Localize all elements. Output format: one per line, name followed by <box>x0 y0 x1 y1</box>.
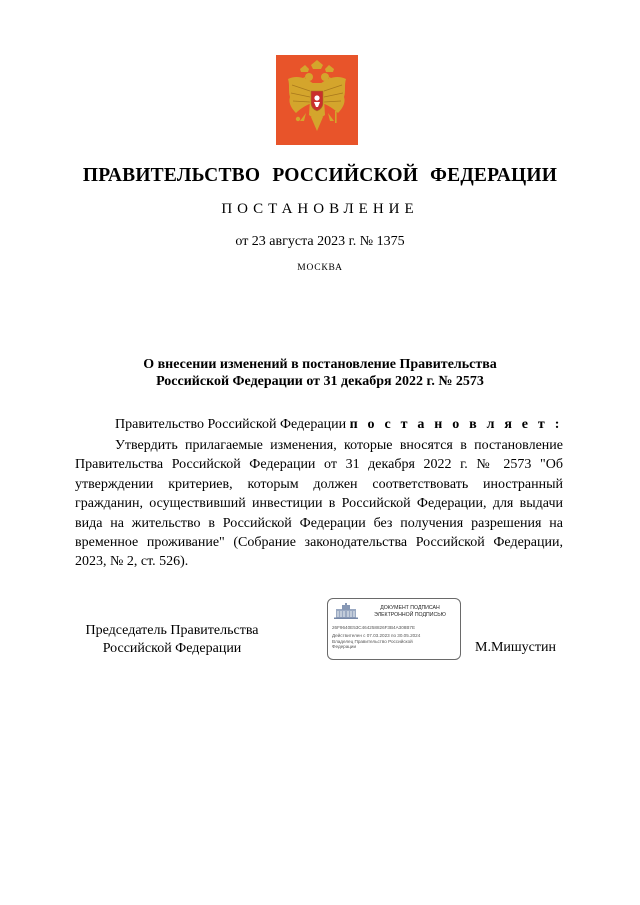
stamp-title <box>362 605 458 618</box>
document-type: ПОСТАНОВЛЕНИЕ <box>221 201 419 217</box>
decree-intro-text: Правительство Российской Федерации <box>115 417 347 432</box>
stamp-owner-line-2: Федерации <box>332 644 357 649</box>
decree-intro <box>115 417 563 433</box>
subject-line-2: Российской Федерации от 31 декабря 2022 г. № 2573 <box>156 374 484 389</box>
signatory-name: М.Мишустин <box>475 640 556 655</box>
coat-of-arms-emblem <box>276 55 358 145</box>
document-subject <box>0 356 640 390</box>
decree-word: п о с т а н о в л я е т : <box>349 417 563 432</box>
government-title: ПРАВИТЕЛЬСТВО РОССИЙСКОЙ ФЕДЕРАЦИИ <box>82 165 558 186</box>
stamp-owner-line-1: Владелец Правительство Российской <box>332 638 413 644</box>
stamp-validity: Действителен с 07.03.2023 по 30.05.2024 <box>332 633 421 638</box>
stamp-title-line-2: ЭЛЕКТРОННОЙ ПОДПИСЬЮ <box>374 611 446 618</box>
government-building-icon <box>333 603 359 619</box>
subject-line-1: О внесении изменений в постановление Правительства <box>143 357 497 372</box>
stamp-certificate: 26F9640E53C464258826F3B4A308B7E <box>332 625 416 630</box>
signatory-position-line-2: Российской Федерации <box>102 641 242 656</box>
signatory-position <box>72 622 272 658</box>
electronic-signature-stamp <box>327 598 461 660</box>
document-date-number: от 23 августа 2023 г. № 1375 <box>235 234 405 249</box>
city-name: МОСКВА <box>297 263 343 273</box>
stamp-title-line-1: ДОКУМЕНТ ПОДПИСАН <box>380 605 440 611</box>
decree-paragraph: Утвердить прилагаемые изменения, которые вносятся в постановление Правительства Российской Федерации от 31 декабря 2022 г. № 2573 "Об утверждении критериев, которым должен соответствовать иностранный гражданин, осуществивший инвестиции в Российской Федерации, для выдачи вида на жительство в Российской Федерации без получения разрешения на временное проживание" (Собрание законодательства Российской Федерации, 2023, № 2, ст. 526). <box>75 438 563 570</box>
signatory-position-line-1: Председатель Правительства <box>85 623 259 638</box>
